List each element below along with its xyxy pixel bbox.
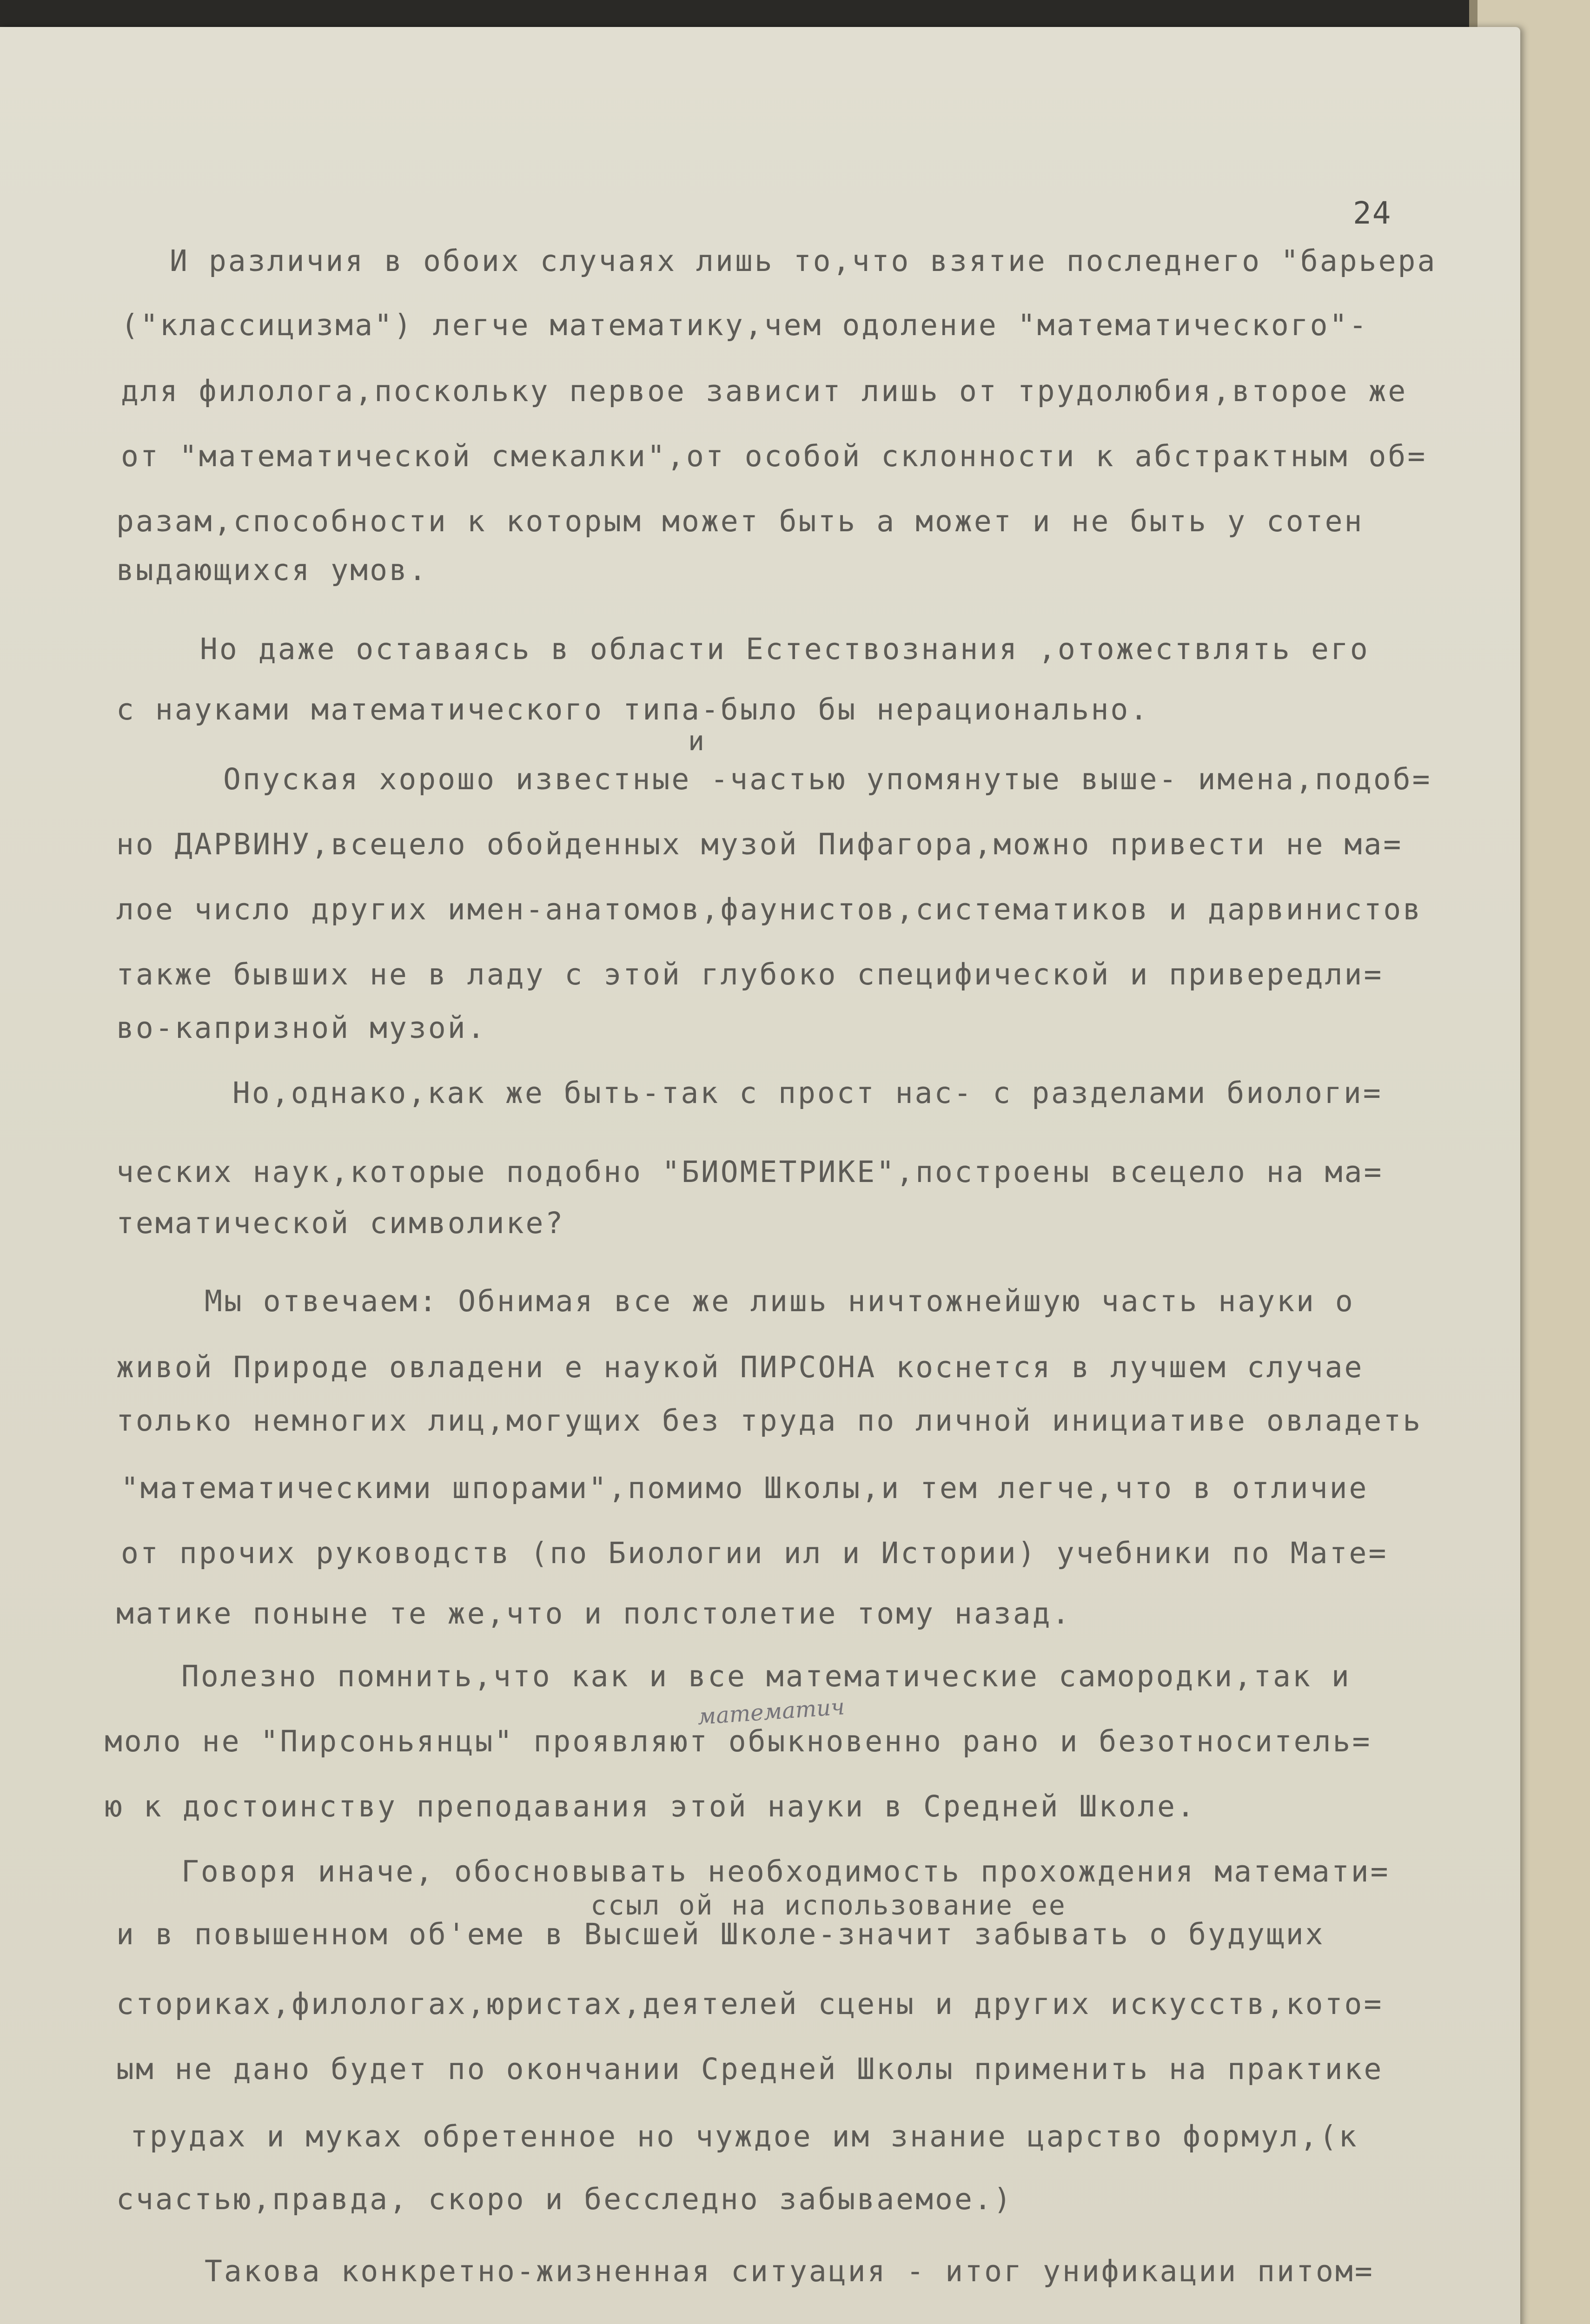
handwritten-correction: математич [696, 1694, 846, 1730]
text-line-5: разам,способности к которым может быть а может и не быть у сотен [116, 504, 1364, 538]
insertion-mark: и [688, 725, 706, 757]
text-line-1: И различия в обоих случаях лишь то,что взятие последнего "барьера [170, 244, 1437, 278]
text-line-3: для филолога,поскольку первое зависит лишь от трудолюбия,второе же [121, 374, 1408, 408]
text-line-4: от "математической смекалки",от особой склонности к абстрактным об= [121, 439, 1427, 473]
text-line-14: Но,однако,как же быть-так с прост нас- с разделами биологи= [232, 1076, 1383, 1110]
text-line-26: Говоря иначе, обосновывать необходимость прохождения математи= [181, 1855, 1390, 1888]
text-line-7: Но даже оставаясь в области Естествознания ,отожествлять его [200, 632, 1370, 666]
insertion-note: ссыл ой на использование ее [590, 1889, 1067, 1921]
text-line-22: матике поныне те же,что и полстолетие тому назад. [116, 1597, 1072, 1631]
text-line-20: "математическими шпорами",помимо Школы,и тем легче,что в отличие [121, 1471, 1369, 1505]
text-line-31: счастью,правда, скоро и бесследно забываемое.) [116, 2182, 1013, 2216]
text-line-24: моло не "Пирсоньянцы" проявляют обыкновенно рано и безотноситель= [105, 1724, 1372, 1758]
text-line-29: ым не дано будет по окончании Средней Школы применить на практике [116, 2052, 1384, 2086]
text-line-18: живой Природе овладени е наукой ПИРСОНА коснется в лучшем случае [116, 1350, 1364, 1384]
text-line-27: и в повышенном об'еме в Высшей Школе-значит забывать о будущих [116, 1917, 1325, 1951]
text-line-2: ("классицизма") легче математику,чем одоление "математического"- [121, 308, 1369, 342]
text-line-12: также бывших не в ладу с этой глубоко специфической и привередли= [116, 957, 1384, 991]
text-line-19: только немногих лиц,могущих без труда по личной инициативе овладеть [116, 1404, 1423, 1438]
text-line-9: Опуская хорошо известные -частью упомянутые выше- имена,подоб= [223, 762, 1432, 796]
text-line-6: выдающихся умов. [116, 553, 428, 587]
text-line-8: с науками математического типа-было бы нерационально. [116, 693, 1150, 726]
page-number: 24 [1353, 195, 1392, 231]
text-line-25: ю к достоинству преподавания этой науки в Средней Школе. [105, 1789, 1197, 1823]
text-line-10: но ДАРВИНУ,всецело обойденных музой Пифагора,можно привести не ма= [116, 827, 1403, 861]
text-line-30: трудах и муках обретенное но чуждое им знание царство формул,(к [130, 2119, 1358, 2153]
text-line-13: во-капризной музой. [116, 1011, 487, 1045]
text-line-21: от прочих руководств (по Биологии ил и Истории) учебники по Мате= [121, 1536, 1388, 1570]
text-line-16: тематической символике? [116, 1206, 565, 1240]
text-line-15: ческих наук,которые подобно "БИОМЕТРИКЕ",построены всецело на ма= [116, 1155, 1384, 1189]
text-line-28: сториках,филологах,юристах,деятелей сцены и других искусств,кото= [116, 1987, 1384, 2021]
text-line-11: лое число других имен-анатомов,фаунистов,систематиков и дарвинистов [116, 892, 1423, 926]
text-line-32: Такова конкретно-жизненная ситуация - итог унификации питом= [205, 2254, 1374, 2288]
text-line-23: Полезно помнить,что как и все математические самородки,так и [181, 1659, 1351, 1693]
text-line-17: Мы отвечаем: Обнимая все же лишь ничтожнейшую часть науки о [205, 1284, 1355, 1318]
